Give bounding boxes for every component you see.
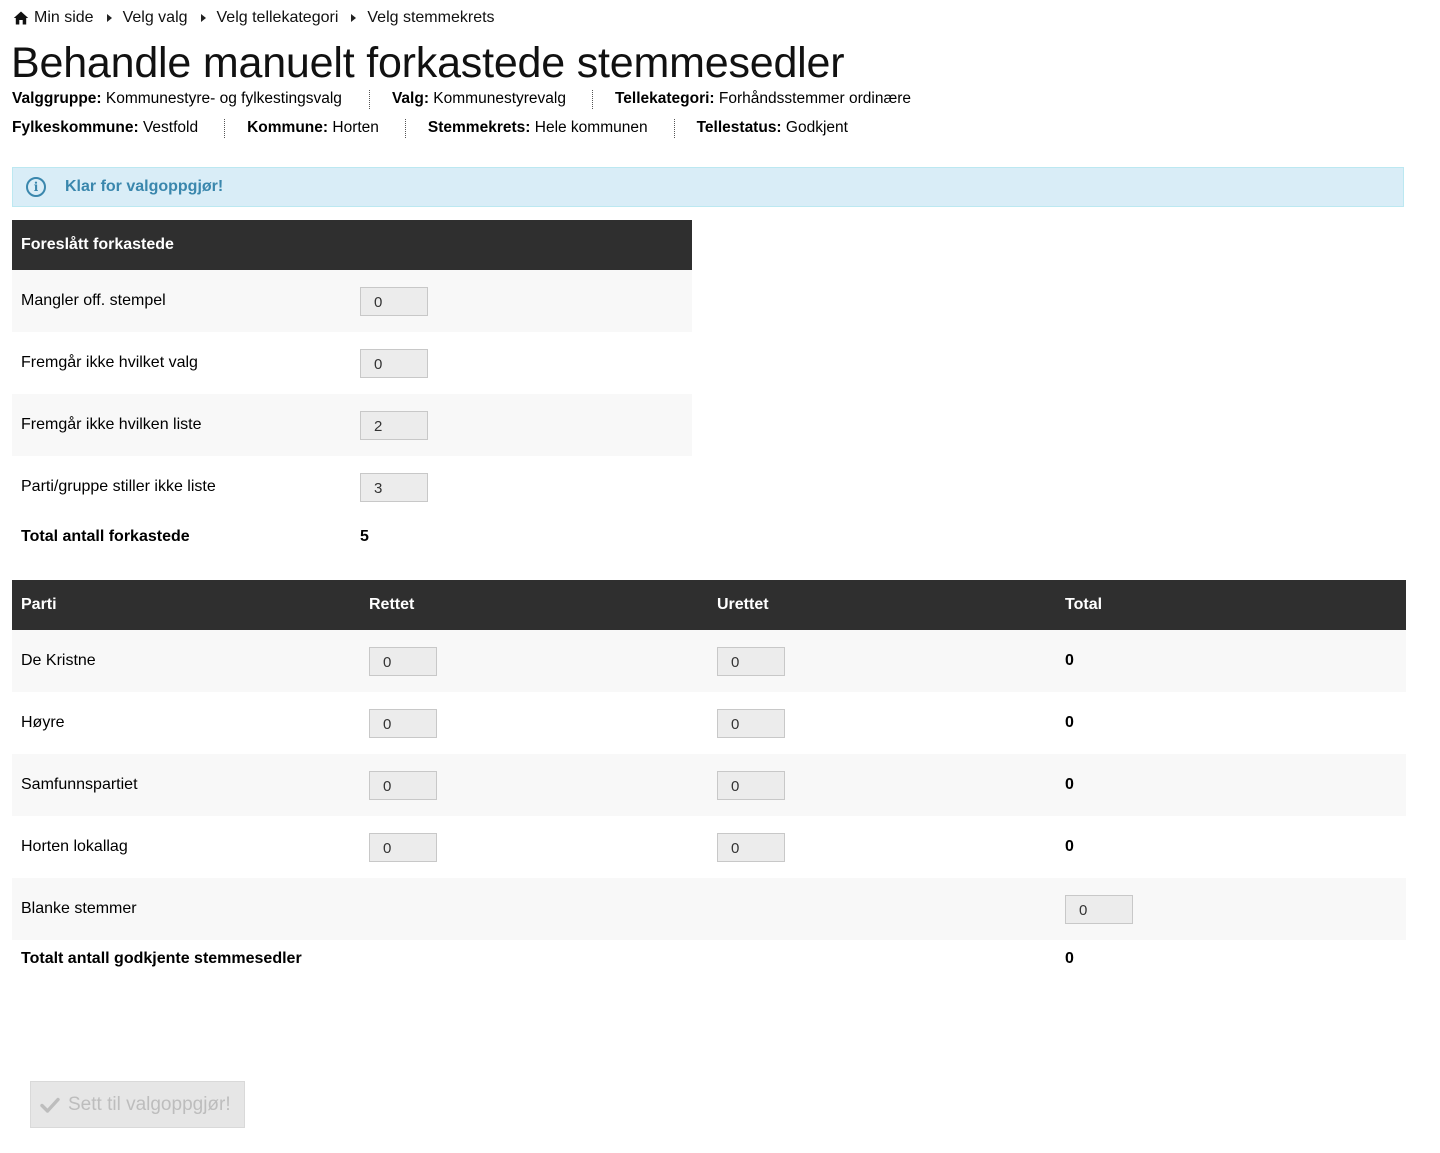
parti-table [12, 580, 1406, 980]
urettet-input[interactable] [717, 647, 785, 676]
forkastede-table [12, 220, 692, 558]
page-title: Behandle manuelt forkastede stemmesedler [11, 39, 845, 87]
meta-label: Tellestatus: [696, 119, 782, 136]
empty-cell [708, 878, 1056, 940]
meta-divider [224, 119, 225, 138]
row-label: Mangler off. stempel [12, 270, 351, 332]
rettet-cell [360, 630, 708, 692]
mangler-stempel-input[interactable] [360, 287, 428, 316]
total-label: Totalt antall godkjente stemmesedler [21, 950, 302, 967]
check-icon [40, 1096, 60, 1114]
meta-label: Kommune: [247, 119, 329, 136]
fremgar-ikke-liste-input[interactable] [360, 411, 428, 440]
row-total: 0 [1056, 630, 1406, 692]
empty-cell [360, 878, 708, 940]
meta-row-valg [12, 88, 911, 110]
row-total: 0 [1056, 754, 1406, 816]
total-row [12, 518, 692, 558]
meta-label: Valggruppe: [12, 90, 102, 107]
table-row [12, 816, 1406, 878]
table-row [12, 332, 692, 394]
column-header-parti: Parti [12, 580, 360, 630]
urettet-cell [708, 754, 1056, 816]
meta-valg [392, 90, 566, 108]
table-header-row [12, 220, 692, 270]
rettet-input[interactable] [369, 647, 437, 676]
breadcrumb-min-side[interactable] [13, 9, 94, 27]
urettet-input[interactable] [717, 771, 785, 800]
meta-divider [369, 90, 370, 109]
parti-stiller-ikke-liste-input[interactable] [360, 473, 428, 502]
blanke-stemmer-input[interactable] [1065, 895, 1133, 924]
meta-tellestatus [697, 119, 848, 137]
chevron-right-icon [107, 14, 112, 22]
rettet-input[interactable] [369, 771, 437, 800]
meta-value: Godkjent [785, 119, 848, 136]
blanke-label: Blanke stemmer [12, 878, 360, 940]
urettet-cell [708, 816, 1056, 878]
urettet-cell [708, 630, 1056, 692]
meta-fylkeskommune [12, 119, 198, 137]
row-total: 0 [1065, 714, 1074, 731]
parti-name: De Kristne [12, 630, 360, 692]
parti-name: Samfunnspartiet [12, 754, 360, 816]
row-label: Fremgår ikke hvilket valg [21, 354, 198, 371]
row-input-cell [351, 270, 692, 332]
total-label: Total antall forkastede [21, 528, 190, 545]
forkastede-header: Foreslått forkastede [12, 220, 692, 270]
meta-tellekategori [615, 90, 911, 108]
meta-value: Kommunestyrevalg [433, 90, 566, 107]
rettet-cell [360, 692, 708, 754]
meta-valggruppe [12, 90, 342, 108]
rettet-input[interactable] [369, 709, 437, 738]
meta-value: Horten [332, 119, 379, 136]
rettet-input[interactable] [369, 833, 437, 862]
parti-name: Horten lokallag [21, 838, 128, 855]
meta-divider [674, 119, 675, 138]
column-header-urettet: Urettet [708, 580, 1056, 630]
meta-label: Tellekategori: [614, 90, 715, 107]
row-input-cell [351, 394, 692, 456]
meta-row-krets [12, 117, 848, 139]
urettet-input[interactable] [717, 833, 785, 862]
table-row [12, 630, 1406, 692]
meta-divider [405, 119, 406, 138]
meta-value: Vestfold [142, 119, 199, 136]
table-row [12, 270, 692, 332]
breadcrumb-label: Min side [34, 9, 94, 26]
table-row [12, 394, 692, 456]
breadcrumb-velg-tellekategori[interactable]: Velg tellekategori [216, 9, 339, 26]
total-value: 0 [1065, 950, 1074, 967]
meta-value: Hele kommunen [534, 119, 648, 136]
meta-value: Forhåndsstemmer ordinære [718, 90, 912, 107]
row-input-cell [351, 456, 692, 518]
row-input-cell [351, 332, 692, 394]
info-icon: i [26, 177, 46, 197]
alert-text: Klar for valgoppgjør! [65, 178, 224, 195]
meta-label: Fylkeskommune: [12, 119, 139, 136]
breadcrumb-velg-stemmekrets[interactable]: Velg stemmekrets [367, 9, 495, 26]
chevron-right-icon [351, 14, 356, 22]
sett-til-valgoppgjor-button[interactable] [30, 1081, 245, 1128]
button-label: Sett til valgoppgjør! [68, 1093, 231, 1115]
table-header-row [12, 580, 1406, 630]
row-total: 0 [1065, 838, 1074, 855]
meta-value: Kommunestyre- og fylkestingsvalg [105, 90, 342, 107]
column-header-total: Total [1056, 580, 1406, 630]
total-row [12, 940, 1406, 980]
meta-label: Valg: [391, 90, 429, 107]
breadcrumb-velg-valg[interactable]: Velg valg [122, 9, 188, 26]
meta-kommune [247, 119, 379, 137]
chevron-right-icon [201, 14, 206, 22]
urettet-cell [708, 692, 1056, 754]
table-row [12, 456, 692, 518]
rettet-cell [360, 816, 708, 878]
meta-stemmekrets [428, 119, 648, 137]
info-alert [12, 167, 1404, 207]
home-icon [13, 10, 29, 26]
table-row [12, 692, 1406, 754]
blanke-row [12, 878, 1406, 940]
fremgar-ikke-valg-input[interactable] [360, 349, 428, 378]
blanke-cell [1056, 878, 1406, 940]
meta-divider [592, 90, 593, 109]
urettet-input[interactable] [717, 709, 785, 738]
row-label: Parti/gruppe stiller ikke liste [21, 478, 216, 495]
rettet-cell [360, 754, 708, 816]
parti-name: Høyre [21, 714, 65, 731]
meta-label: Stemmekrets: [427, 119, 531, 136]
row-label: Fremgår ikke hvilken liste [12, 394, 351, 456]
table-row [12, 754, 1406, 816]
column-header-rettet: Rettet [360, 580, 708, 630]
breadcrumb [13, 6, 495, 30]
total-value: 5 [360, 528, 369, 545]
